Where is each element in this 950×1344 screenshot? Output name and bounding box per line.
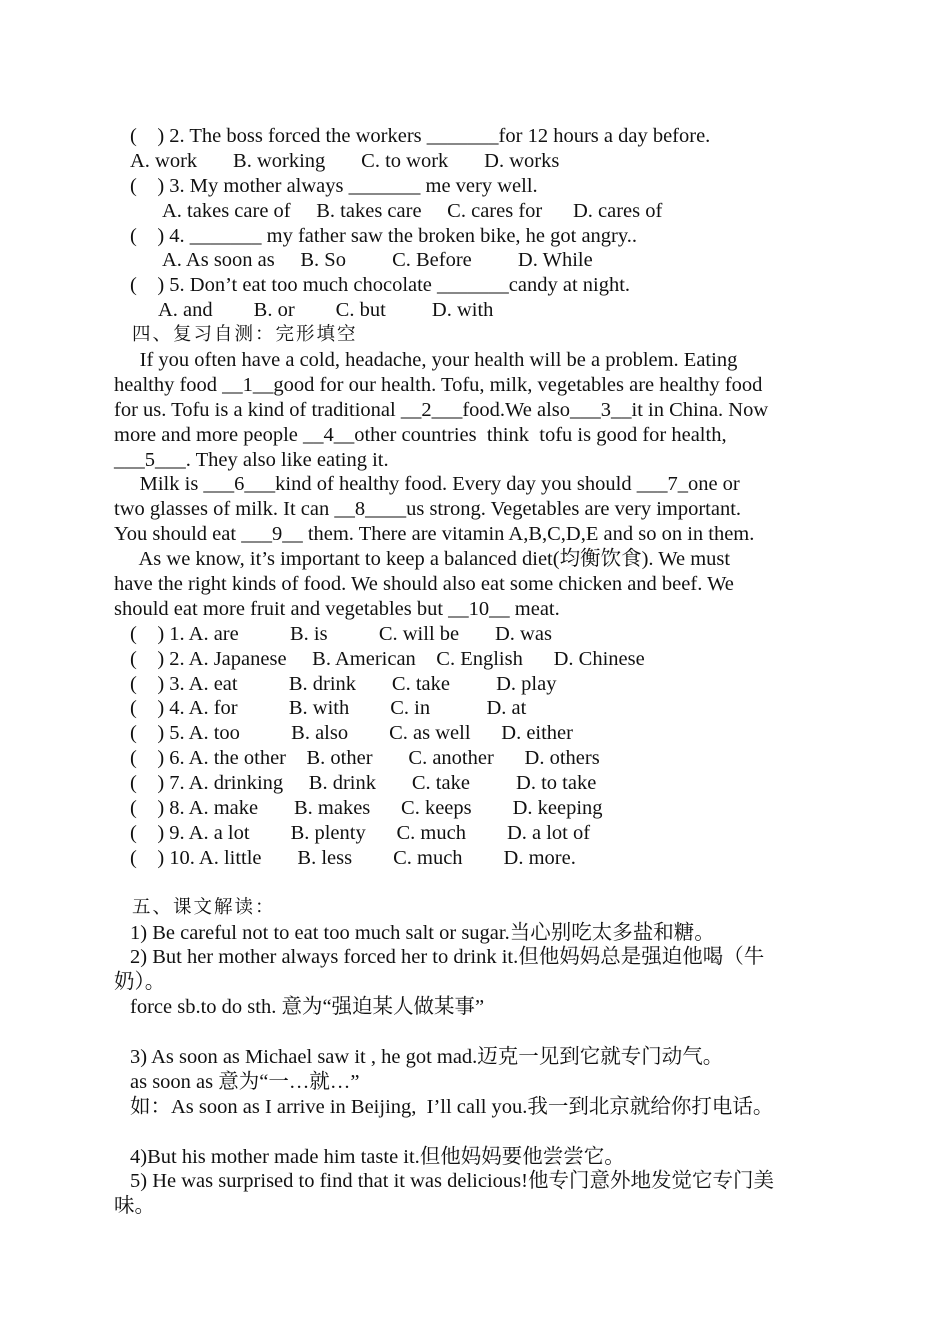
note-3-text: 3) As soon as Michael saw it , he got mad.迈克一见到它就专门动气。 <box>130 1045 724 1068</box>
worksheet-content <box>114 124 834 1219</box>
note-3 <box>114 1045 834 1070</box>
section-5-heading: 五、课文解读： <box>132 896 276 918</box>
note-2-explanation <box>114 995 834 1020</box>
question-4-options: A. As soon as B. So C. Before D. While <box>162 249 593 272</box>
cloze-line-3: for us. Tofu is a kind of traditional __2___food.We also___3__it in China. Now <box>114 398 769 421</box>
note-2-explanation-text: force sb.to do sth. 意为“强迫某人做某事” <box>130 996 485 1019</box>
note-5-continued <box>114 1194 834 1219</box>
section-4-heading: 四、复习自测：完形填空 <box>132 324 358 346</box>
cloze-option-9: ( ) 9. A. a lot B. plenty C. much D. a lot of <box>130 821 591 844</box>
note-1-text: 1) Be careful not to eat too much salt or sugar.当心别吃太多盐和糖。 <box>130 921 715 944</box>
question-4-stem: ( ) 4. _______ my father saw the broken bike, he got angry.. <box>130 224 638 247</box>
cloze-line-5: ___5___. They also like eating it. <box>114 448 389 471</box>
note-3-example-text: 如：As soon as I arrive in Beijing, I’ll call you.我一到北京就给你打电话。 <box>130 1095 774 1118</box>
note-2-continued-text: 奶）。 <box>114 971 166 994</box>
question-5-stem: ( ) 5. Don’t eat too much chocolate _______candy at night. <box>130 274 631 297</box>
cloze-option-3: ( ) 3. A. eat B. drink C. take D. play <box>130 672 557 695</box>
note-5-continued-text: 味。 <box>114 1195 155 1218</box>
cloze-option-10: ( ) 10. A. little B. less C. much D. more. <box>130 846 576 869</box>
cloze-option-5: ( ) 5. A. too B. also C. as well D. either <box>130 722 573 745</box>
cloze-line-6: Milk is ___6___kind of healthy food. Every day you should ___7_one or <box>114 473 740 496</box>
spacer <box>114 1020 834 1045</box>
note-2-text: 2) But her mother always forced her to drink it.但他妈妈总是强迫他喝（牛 <box>130 946 765 969</box>
note-5 <box>114 1169 834 1194</box>
note-4 <box>114 1145 834 1170</box>
note-3-explanation-text: as soon as 意为“一…就…” <box>130 1070 360 1093</box>
question-5-options: A. and B. or C. but D. with <box>158 299 494 322</box>
question-3-stem: ( ) 3. My mother always _______ me very well. <box>130 174 538 197</box>
cloze-option-8: ( ) 8. A. make B. makes C. keeps D. keeping <box>130 797 603 820</box>
note-5-text: 5) He was surprised to find that it was delicious!他专门意外地发觉它专门美 <box>130 1170 774 1193</box>
cloze-line-4: more and more people __4__other countries think tofu is good for health, <box>114 423 727 446</box>
cloze-option-2: ( ) 2. A. Japanese B. American C. English D. Chinese <box>130 647 645 670</box>
cloze-option-4: ( ) 4. A. for B. with C. in D. at <box>130 697 527 720</box>
note-2 <box>114 945 834 970</box>
cloze-line-8: You should eat ___9__ them. There are vitamin A,B,C,D,E and so on in them. <box>114 523 755 546</box>
note-1 <box>114 921 834 946</box>
cloze-option-7: ( ) 7. A. drinking B. drink C. take D. to take <box>130 772 597 795</box>
question-2-options: A. work B. working C. to work D. works <box>130 149 560 172</box>
cloze-line-10: have the right kinds of food. We should also eat some chicken and beef. We <box>114 573 734 596</box>
cloze-line-11: should eat more fruit and vegetables but __10__ meat. <box>114 597 560 620</box>
cloze-line-7: two glasses of milk. It can __8____us strong. Vegetables are very important. <box>114 498 742 521</box>
cloze-option-1: ( ) 1. A. are B. is C. will be D. was <box>130 622 552 645</box>
note-2-continued <box>114 970 834 995</box>
cloze-line-9: As we know, it’s important to keep a balanced diet(均衡饮食). We must <box>114 548 731 571</box>
note-4-text: 4)But his mother made him taste it.但他妈妈要他尝尝它。 <box>130 1145 625 1168</box>
cloze-line-2: healthy food __1__good for our health. Tofu, milk, vegetables are healthy food <box>114 373 763 396</box>
note-3-example <box>114 1095 834 1120</box>
question-2-stem: ( ) 2. The boss forced the workers _______for 12 hours a day before. <box>130 125 711 147</box>
note-3-explanation <box>114 1070 834 1095</box>
spacer <box>114 871 834 896</box>
question-3-options: A. takes care of B. takes care C. cares for D. cares of <box>162 199 663 222</box>
cloze-option-6: ( ) 6. A. the other B. other C. another D. others <box>130 747 600 770</box>
spacer <box>114 1120 834 1145</box>
cloze-line-1: If you often have a cold, headache, your health will be a problem. Eating <box>114 349 738 372</box>
